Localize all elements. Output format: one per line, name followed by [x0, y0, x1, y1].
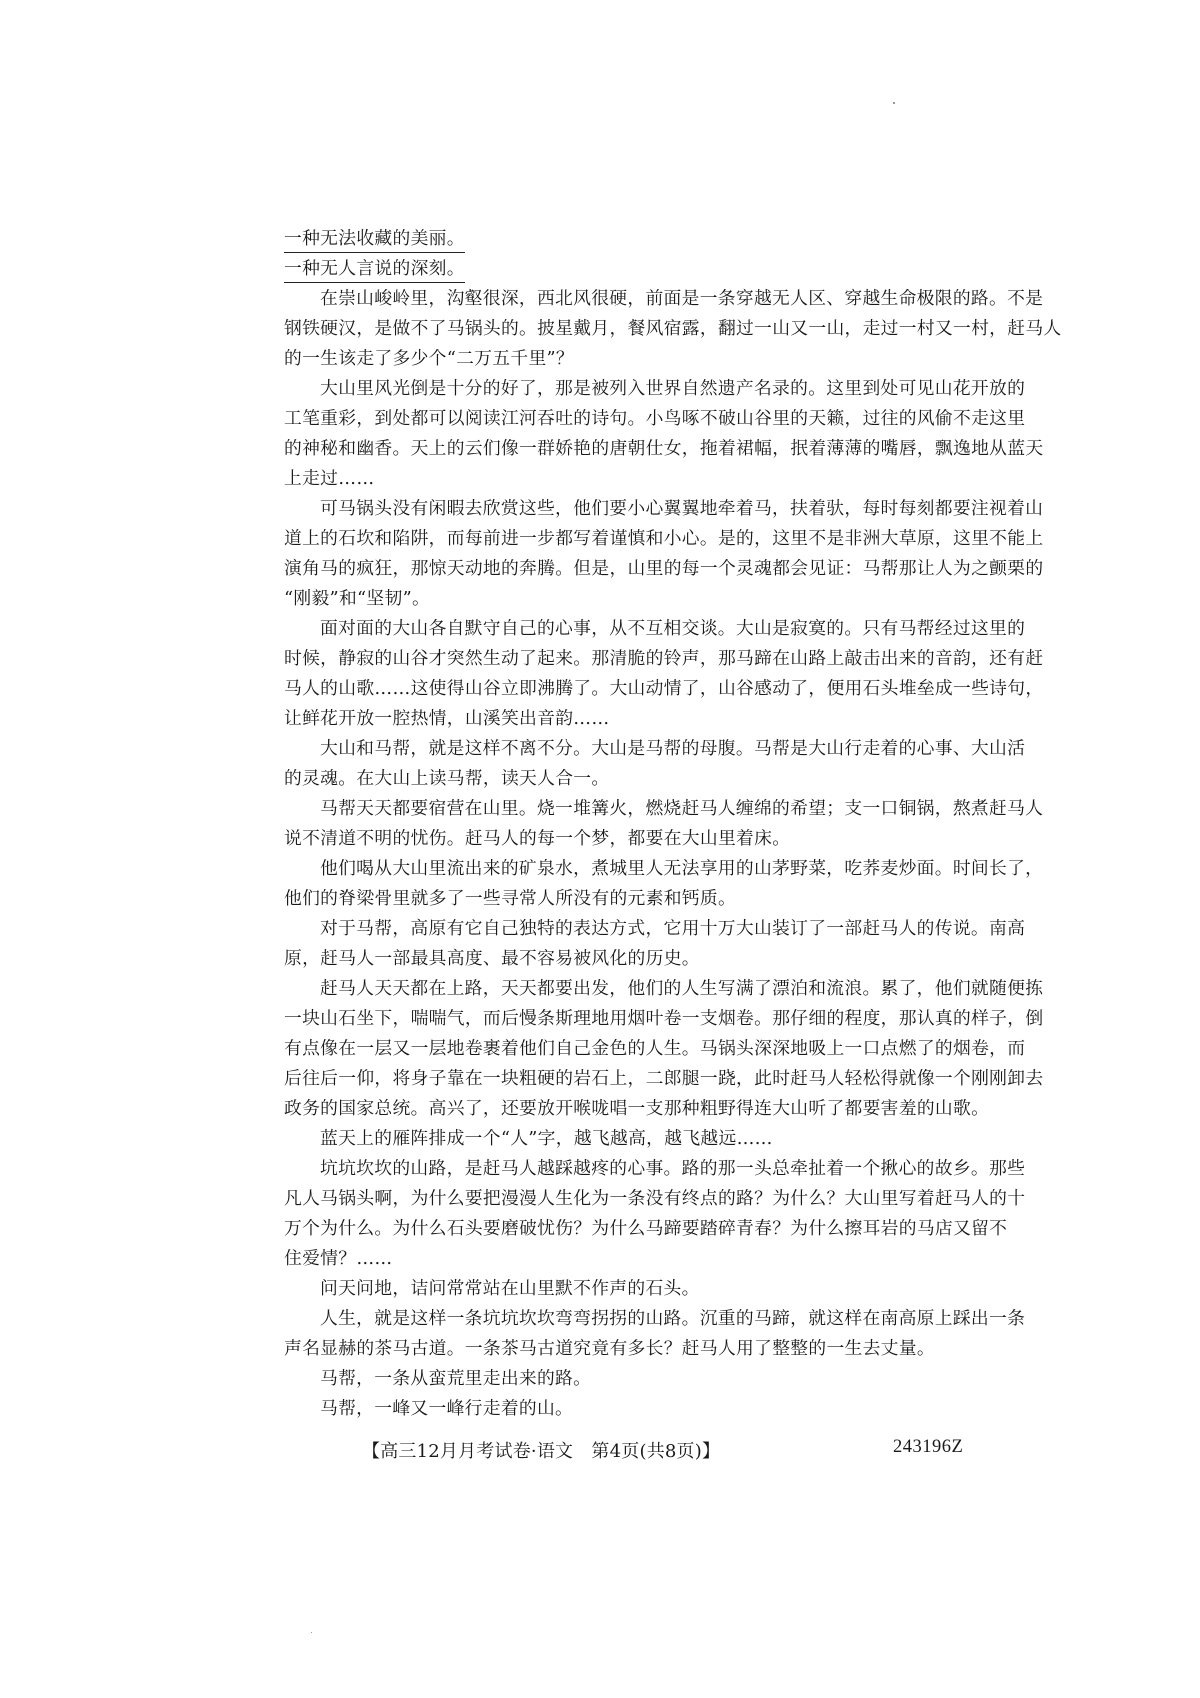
paragraph-line: 演角马的疯狂，那惊天动地的奔腾。但是，山里的每一个灵魂都会见证：马帮那让人为之颤栗的 — [284, 558, 1044, 579]
paragraph-line: 道上的石坎和陷阱，而每前进一步都写着谨慎和小心。是的，这里不是非洲大草原，这里不能上 — [284, 528, 1044, 549]
paragraph-line: 让鲜花开放一腔热情，山溪笑出音韵…… — [284, 708, 610, 729]
paragraph — [284, 794, 1044, 854]
paragraph — [284, 284, 1062, 374]
paragraph-line: 说不清道不明的忧伤。赶马人的每一个梦，都要在大山里着床。 — [284, 828, 791, 849]
title-line-1 — [284, 224, 930, 254]
paragraph — [284, 1154, 1026, 1274]
paragraph-line: 他们的脊梁骨里就多了一些寻常人所没有的元素和钙质。 — [284, 888, 737, 909]
paragraph — [284, 854, 1044, 914]
paragraph-line: 的灵魂。在大山上读马帮，读天人合一。 — [284, 768, 610, 789]
paragraph — [284, 1274, 930, 1304]
paragraph-line: 对于马帮，高原有它自己独特的表达方式，它用十万大山装订了一部赶马人的传说。南高 — [320, 918, 1026, 939]
paragraph-line: 声名显赫的茶马古道。一条茶马古道究竟有多长？赶马人用了整整的一生去丈量。 — [284, 1338, 935, 1359]
paragraph — [284, 1394, 930, 1424]
paragraph-line: 的神秘和幽香。天上的云们像一群娇艳的唐朝仕女，拖着裙幅，抿着薄薄的嘴唇，飘逸地从蓝天 — [284, 438, 1044, 459]
paragraph-line: 可马锅头没有闲暇去欣赏这些，他们要小心翼翼地牵着马，扶着驮，每时每刻都要注视着山 — [320, 498, 1044, 519]
underlined-title: 一种无人言说的深刻。 — [284, 257, 465, 283]
paragraph-line: “刚毅”和“坚韧”。 — [284, 588, 431, 609]
paragraph-line: 他们喝从大山里流出来的矿泉水，煮城里人无法享用的山茅野菜，吃荞麦炒面。时间长了， — [320, 858, 1044, 879]
paragraph-line: 赶马人天天都在上路，天天都要出发，他们的人生写满了漂泊和流浪。累了，他们就随便拣 — [320, 978, 1044, 999]
paragraph-line: 有点像在一层又一层地卷裹着他们自己金色的人生。马锅头深深地吸上一口点燃了的烟卷，而 — [284, 1038, 1026, 1059]
paragraph-line: 后往后一仰，将身子靠在一块粗硬的岩石上，二郎腿一跷，此时赶马人轻松得就像一个刚刚卸去 — [284, 1068, 1044, 1089]
paragraph — [284, 614, 1044, 734]
scan-speck — [311, 1632, 312, 1633]
paragraph-line: 万个为什么。为什么石头要磨破忧伤？为什么马蹄要踏碎青春？为什么擦耳岩的马店又留不 — [284, 1218, 1008, 1239]
paragraph-line: 面对面的大山各自默守自己的心事，从不互相交谈。大山是寂寞的。只有马帮经过这里的 — [320, 618, 1026, 639]
paragraph-line: 马帮，一峰又一峰行走着的山。 — [320, 1398, 574, 1419]
paragraph-line: 时候，静寂的山谷才突然生动了起来。那清脆的铃声，那马蹄在山路上敲击出来的音韵，还有赶 — [284, 648, 1044, 669]
paragraph-list — [284, 284, 1062, 1424]
paragraph-line: 凡人马锅头啊，为什么要把漫漫人生化为一条没有终点的路？为什么？大山里写着赶马人的十 — [284, 1188, 1026, 1209]
paragraph-line: 政务的国家总统。高兴了，还要放开喉咙唱一支那种粗野得连大山听了都要害羞的山歌。 — [284, 1098, 990, 1119]
page-footer — [0, 1437, 1200, 1467]
paragraph — [284, 1124, 930, 1154]
paragraph-line: 一块山石坐下，喘喘气，而后慢条斯理地用烟叶卷一支烟卷。那仔细的程度，那认真的样子，倒 — [284, 1008, 1044, 1029]
paragraph-line: 工笔重彩，到处都可以阅读江河吞吐的诗句。小鸟啄不破山谷里的天籁，过往的风偷不走这里 — [284, 408, 1026, 429]
paragraph — [284, 734, 1026, 794]
paragraph — [284, 494, 1044, 614]
paragraph-line: 上走过…… — [284, 468, 375, 489]
paragraph — [284, 1304, 1026, 1364]
exam-info: 【高三12月月考试卷·语文 第4页(共8页)】 — [362, 1441, 721, 1462]
paragraph-line: 马帮天天都要宿营在山里。烧一堆篝火，燃烧赶马人缠绵的希望；支一口铜锅，熬煮赶马人 — [320, 798, 1044, 819]
paragraph-line: 马帮，一条从蛮荒里走出来的路。 — [320, 1368, 592, 1389]
exam-code: 243196Z — [893, 1437, 964, 1457]
paragraph-line: 蓝天上的雁阵排成一个“人”字，越飞越高，越飞越远…… — [320, 1128, 773, 1149]
underlined-title: 一种无法收藏的美丽。 — [284, 227, 465, 253]
paragraph-line: 住爱情？…… — [284, 1248, 393, 1269]
paragraph-line: 钢铁硬汉，是做不了马锅头的。披星戴月，餐风宿露，翻过一山又一山，走过一村又一村，赶马人 — [284, 318, 1062, 339]
paragraph-line: 问天问地，诘问常常站在山里默不作声的石头。 — [320, 1278, 700, 1299]
paragraph — [284, 374, 1044, 494]
paragraph-line: 原，赶马人一部最具高度、最不容易被风化的历史。 — [284, 948, 700, 969]
paragraph — [284, 914, 1026, 974]
paragraph — [284, 974, 1044, 1124]
title-line-2 — [284, 254, 930, 284]
paragraph — [284, 1364, 930, 1394]
paragraph-line: 坑坑坎坎的山路，是赶马人越踩越疼的心事。路的那一头总牵扯着一个揪心的故乡。那些 — [320, 1158, 1026, 1179]
paragraph-line: 人生，就是这样一条坑坑坎坎弯弯拐拐的山路。沉重的马蹄，就这样在南高原上踩出一条 — [320, 1308, 1026, 1329]
paragraph-line: 大山里风光倒是十分的好了，那是被列入世界自然遗产名录的。这里到处可见山花开放的 — [320, 378, 1026, 399]
paragraph-line: 的一生该走了多少个“二万五千里”？ — [284, 348, 574, 369]
paragraph-line: 马人的山歌……这使得山谷立即沸腾了。大山动情了，山谷感动了，便用石头堆垒成一些诗句， — [284, 678, 1044, 699]
passage-body — [284, 224, 1062, 1424]
scan-speck — [893, 102, 895, 104]
paragraph-line: 大山和马帮，就是这样不离不分。大山是马帮的母腹。马帮是大山行走着的心事、大山活 — [320, 738, 1026, 759]
paragraph-line: 在崇山峻岭里，沟壑很深，西北风很硬，前面是一条穿越无人区、穿越生命极限的路。不是 — [320, 288, 1044, 309]
